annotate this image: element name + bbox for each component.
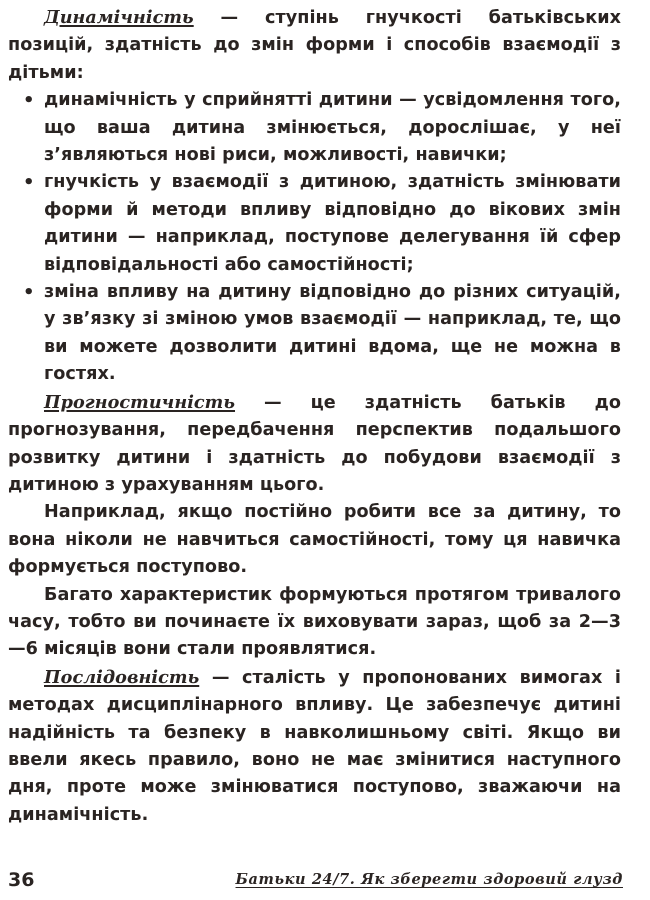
term-prognostic: Прогностичність: [44, 391, 236, 413]
paragraph-dynamics: [8, 4, 621, 87]
definition-prognostic: — це здатність батьків до прогнозування, передбачення перспектив подальшого розвитку дитини і здатність до побудови взаємодії з дитиною з урахуванням цього.: [8, 392, 621, 495]
bullet-icon: •: [23, 90, 35, 112]
running-title: Батьки 24/7. Як зберегти здоровий глузд: [235, 871, 623, 888]
paragraph-prognostic: [8, 389, 621, 500]
definition-consistency: — сталість у пропонованих вимогах і методах дисциплінарного впливу. Це забезпечує дитині надійність та безпеку в навколишньому світі. Якщо ви ввели якесь правило, воно не має змінитися наступного дня, проте може змінюватися поступово, зважаючи на динамічність.: [8, 667, 621, 825]
page-number: 36: [8, 869, 35, 891]
page-body: [8, 4, 621, 829]
definition-dynamics: — ступінь гнучкості батьківських позицій, здатність до змін форми і способів взаємодії з дітьми:: [8, 8, 621, 83]
list-item: [23, 169, 621, 279]
list-item-text: зміна впливу на дитину відповідно до різних ситуацій, у зв’язку зі зміною умов взаємодії — наприклад, те, що ви можете дозволити дитині вдома, ще не можна в гостях.: [44, 282, 621, 385]
term-consistency: Послідовність: [44, 666, 200, 688]
list-item: [23, 87, 621, 169]
bullet-icon: •: [23, 282, 35, 304]
page-footer: [8, 869, 623, 897]
list-item-text: гнучкість у взаємодії з дитиною, здатність змінювати форми й методи впливу відповідно до вікових змін дитини — наприклад, поступове делегування їй сфер відповідальності або самостійності;: [44, 172, 621, 275]
list-item-text: динамічність у сприйнятті дитини — усвідомлення того, що ваша дитина змінюється, дорослішає, у неї з’являються нові риси, можливості, навички;: [44, 90, 621, 166]
list-item: [23, 279, 621, 389]
paragraph-consistency: [8, 664, 621, 829]
dynamics-bullet-list: [8, 87, 621, 388]
bullet-icon: •: [23, 172, 35, 194]
paragraph-example-2: Багато характеристик формуються протягом тривалого часу, тобто ви починаєте їх виховувати зараз, щоб за 2—3—6 місяців вони стали проявлятися.: [8, 584, 621, 660]
paragraph-example-1: Наприклад, якщо постійно робити все за дитину, то вона ніколи не навчиться самостійності, тому ця навичка формується поступово.: [8, 502, 621, 578]
term-dynamics: Динамічність: [44, 7, 194, 28]
